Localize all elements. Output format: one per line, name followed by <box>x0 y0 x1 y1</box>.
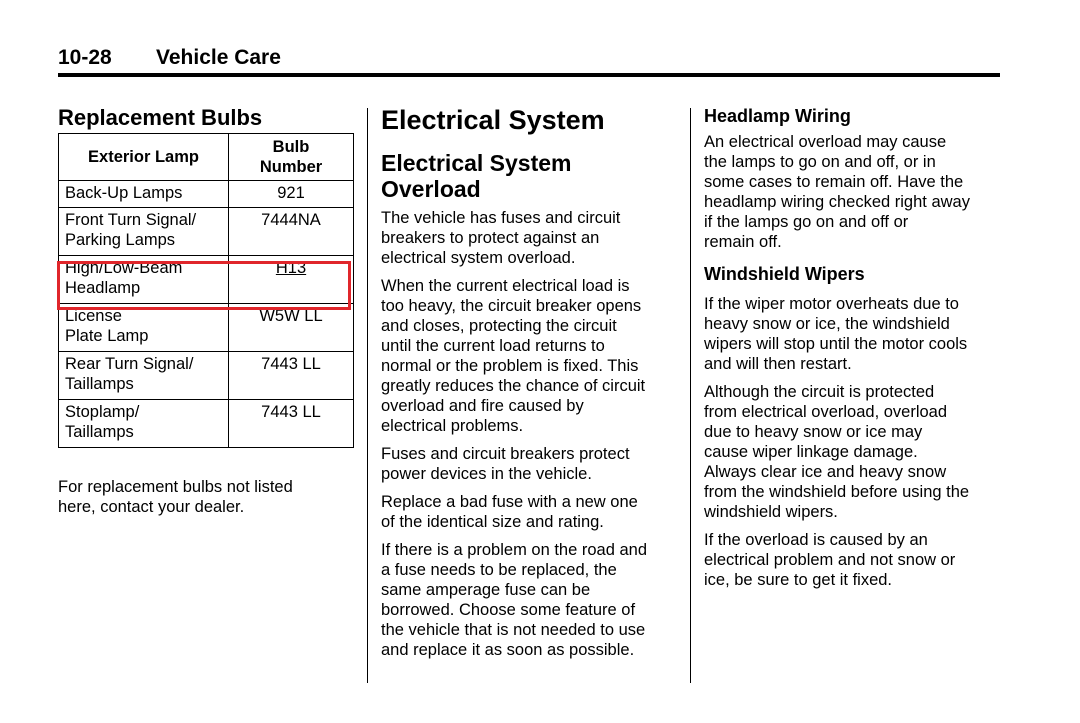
text-line: and closes, protecting the circuit <box>381 317 617 335</box>
header-bulb-line2: Number <box>259 158 323 176</box>
lamp-cell <box>59 352 229 400</box>
paragraph <box>381 276 681 436</box>
subheading-line2: Overload <box>381 176 481 202</box>
middle-column <box>381 104 681 660</box>
text-line: same amperage fuse can be <box>381 581 591 599</box>
lamp-line2: Plate Lamp <box>65 327 149 345</box>
text-line: windshield wipers. <box>704 503 838 521</box>
section-title: Vehicle Care <box>156 46 281 69</box>
bulbs-footnote <box>58 477 354 517</box>
page-header <box>58 46 1000 76</box>
text-line: too heavy, the circuit breaker opens <box>381 297 642 315</box>
lamp-line2: Taillamps <box>65 423 134 441</box>
middle-paragraphs <box>381 208 681 660</box>
text-line: ice, be sure to get it fixed. <box>704 571 893 589</box>
lamp-line2: Headlamp <box>65 279 141 297</box>
lamp-line1: Rear Turn Signal/ <box>65 355 194 373</box>
text-line: Although the circuit is protected <box>704 383 935 401</box>
text-line: Fuses and circuit breakers protect <box>381 445 630 463</box>
lamp-cell <box>59 181 229 208</box>
text-line: if the lamps go on and off or <box>704 213 909 231</box>
text-line: borrowed. Choose some feature of <box>381 601 636 619</box>
lamp-cell <box>59 400 229 448</box>
text-line: from the windshield before using the <box>704 483 970 501</box>
text-line: headlamp wiring checked right away <box>704 193 970 211</box>
paragraph <box>381 492 681 532</box>
table-row <box>59 181 354 208</box>
text-line: from electrical overload, overload <box>704 403 948 421</box>
lamp-cell <box>59 208 229 256</box>
wipers-paragraph-1 <box>704 294 1002 374</box>
lamp-cell <box>59 304 229 352</box>
text-line: wipers will stop until the motor cools <box>704 335 968 353</box>
text-line: If the wiper motor overheats due to <box>704 295 959 313</box>
subheading-line1: Electrical System <box>381 150 572 176</box>
lamp-line1: High/Low-Beam <box>65 259 183 277</box>
bulb-link-h13[interactable]: H13 <box>275 259 307 277</box>
text-line: The vehicle has fuses and circuit <box>381 209 621 227</box>
header-bulb-number <box>229 134 354 181</box>
left-column <box>58 104 354 132</box>
text-line: Always clear ice and heavy snow <box>704 463 947 481</box>
text-line: electrical problems. <box>381 417 524 435</box>
text-line: breakers to protect against an <box>381 229 600 247</box>
header-rule <box>58 73 1000 77</box>
text-line: remain off. <box>704 233 782 251</box>
replacement-bulbs-table <box>58 133 354 448</box>
table-row <box>59 400 354 448</box>
electrical-system-heading: Electrical System <box>381 105 605 135</box>
table-row <box>59 304 354 352</box>
column-divider-1 <box>367 108 368 683</box>
text-line: electrical problem and not snow or <box>704 551 956 569</box>
lamp-line1: Back-Up Lamps <box>65 184 183 202</box>
text-line: the vehicle that is not needed to use <box>381 621 646 639</box>
paragraph <box>381 540 681 660</box>
text-line: of the identical size and rating. <box>381 513 604 531</box>
text-line: An electrical overload may cause <box>704 133 947 151</box>
right-column <box>704 104 1002 590</box>
text-line: some cases to remain off. Have the <box>704 173 964 191</box>
text-line: greatly reduces the chance of circuit <box>381 377 646 395</box>
text-line: overload and fire caused by <box>381 397 584 415</box>
text-line: due to heavy snow or ice may <box>704 423 923 441</box>
text-line: the lamps to go on and off, or in <box>704 153 936 171</box>
text-line: electrical system overload. <box>381 249 576 267</box>
paragraph <box>381 444 681 484</box>
paragraph <box>381 208 681 268</box>
bulb-cell: W5W LL <box>229 304 354 352</box>
wipers-paragraph-3 <box>704 530 1002 590</box>
text-line: cause wiper linkage damage. <box>704 443 918 461</box>
wipers-paragraph-2 <box>704 382 1002 522</box>
table-header-row <box>59 134 354 181</box>
footnote-line: here, contact your dealer. <box>58 498 245 516</box>
page-number: 10-28 <box>58 46 112 69</box>
bulb-cell: 7443 LL <box>229 400 354 448</box>
text-line: When the current electrical load is <box>381 277 630 295</box>
text-line: If the overload is caused by an <box>704 531 928 549</box>
text-line: power devices in the vehicle. <box>381 465 592 483</box>
text-line: If there is a problem on the road and <box>381 541 647 559</box>
bulb-cell: 921 <box>229 181 354 208</box>
text-line: Replace a bad fuse with a new one <box>381 493 638 511</box>
bulb-cell: 7444NA <box>229 208 354 256</box>
bulb-cell <box>229 256 354 304</box>
text-line: and will then restart. <box>704 355 852 373</box>
overload-subheading <box>381 150 681 202</box>
lamp-line1: Stoplamp/ <box>65 403 140 421</box>
lamp-line2: Taillamps <box>65 375 134 393</box>
lamp-cell <box>59 256 229 304</box>
text-line: normal or the problem is fixed. This <box>381 357 639 375</box>
header-exterior-lamp: Exterior Lamp <box>59 134 229 181</box>
bulb-cell: 7443 LL <box>229 352 354 400</box>
text-line: until the current load returns to <box>381 337 605 355</box>
headlamp-wiring-heading: Headlamp Wiring <box>704 106 851 126</box>
lamp-line2: Parking Lamps <box>65 231 176 249</box>
text-line: and replace it as soon as possible. <box>381 641 635 659</box>
windshield-wipers-heading: Windshield Wipers <box>704 264 865 284</box>
header-bulb-line1: Bulb <box>272 138 310 156</box>
column-divider-2 <box>690 108 691 683</box>
headlamp-wiring-paragraph <box>704 132 1002 252</box>
footnote-line: For replacement bulbs not listed <box>58 478 293 496</box>
table-row <box>59 208 354 256</box>
lamp-line1: License <box>65 307 122 325</box>
replacement-bulbs-heading: Replacement Bulbs <box>58 105 263 130</box>
table-row <box>59 352 354 400</box>
text-line: heavy snow or ice, the windshield <box>704 315 950 333</box>
lamp-line1: Front Turn Signal/ <box>65 211 197 229</box>
text-line: a fuse needs to be replaced, the <box>381 561 617 579</box>
table-row <box>59 256 354 304</box>
